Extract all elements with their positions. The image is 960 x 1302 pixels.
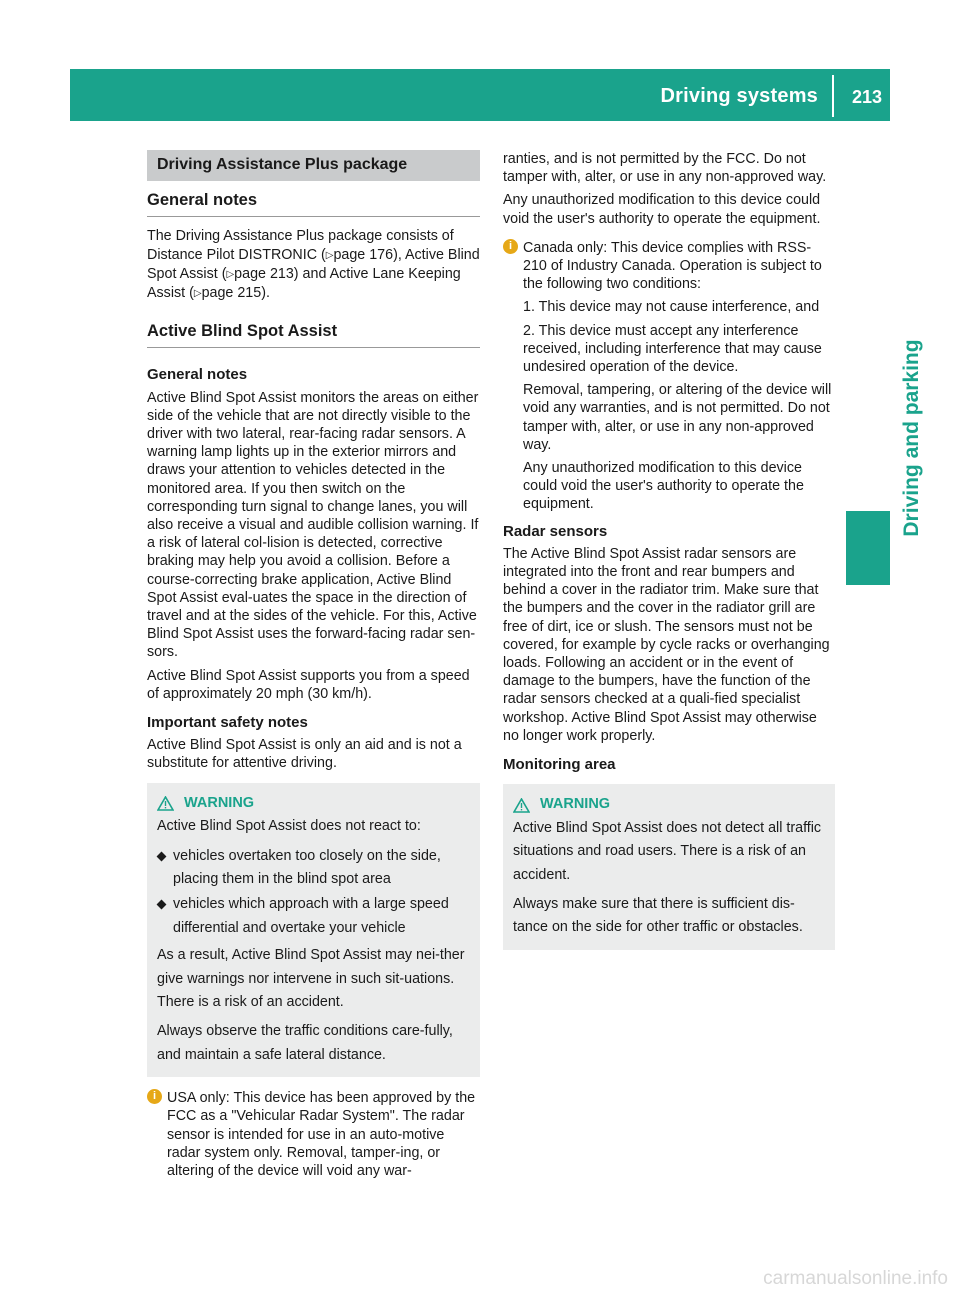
page-ref-arrow-icon: ▷ (325, 249, 334, 261)
left-column (147, 150, 480, 1185)
warning-paragraph: As a result, Active Blind Spot Assist may nei-ther give warnings nor intervene in such sit-uations. There is a risk of an accident. (157, 947, 465, 1010)
warning-triangle-icon (513, 798, 530, 813)
page-ref-link[interactable]: page 176), Active Blind Spot Assist ( (147, 246, 480, 282)
abs-paragraph: Active Blind Spot Assist monitors the areas on either side of the vehicle that are not directly visible to the driver with two lateral, rear-facing radar sensors. A warning lamp lights up in the exterior mirrors and draws your attention to vehicles detected in the monitored area. If you then switch on the corresponding turn signal to change lanes, you will also receive a visual and audible collision warning. If a risk of lateral col-lision is detected, corrective braking may help you avoid a collision. Before a course-correcting brake application, Active Blind Spot Assist eval-uates the space in the direction of travel and at the sides of the vehicle. For this, Active Blind Spot Assist uses the forward-facing radar sen-sors. (147, 389, 479, 661)
watermark: carmanualsonline.info (763, 1268, 948, 1289)
section-banner: Driving Assistance Plus package (147, 150, 480, 181)
info-text: Canada only: This device complies with RSS-210 of Industry Canada. Operation is subject to the following two conditions: (523, 239, 822, 293)
info-icon: i (147, 1089, 162, 1104)
list-item: vehicles overtaken too closely on the side, placing them in the blind spot area (157, 845, 470, 892)
warning-paragraph: Active Blind Spot Assist does not detect all traffic situations and road users. There is a risk of an accident. (513, 819, 822, 883)
radar-paragraph: The Active Blind Spot Assist radar sensors are integrated into the front and rear bumpers and behind a cover in the radiator trim. Make sure that the bumpers and the cover in the radiator grill are free of dirt, ice or slush. The sensors must not be covered, for example by cycle racks or overhanging loads. Following an accident or in the event of damage to the bumpers, have the function of the radar sensors checked at a quali-fied specialist workshop. Active Blind Spot Assist may otherwise no longer work properly. (503, 545, 830, 744)
info-text: Removal, tampering, or altering of the device will void any warranties, and is not permitted. Do not tamper with, alter, or use in any non-approved way. (523, 382, 832, 453)
header-divider (832, 75, 834, 117)
page-ref-arrow-icon: ▷ (193, 288, 202, 300)
warning-list (157, 845, 470, 941)
info-note-canada (503, 239, 835, 514)
radar-heading: Radar sensors (503, 522, 608, 540)
page-ref-link[interactable]: page 215). (201, 285, 270, 302)
info-text: Any unauthorized modification to this device could void the user's authority to operate the equipment. (523, 460, 804, 513)
general-notes-heading: General notes (147, 191, 480, 217)
continued-paragraph: Any unauthorized modification to this device could void the user's authority to operate the equipment. (503, 192, 821, 227)
abs-heading: Active Blind Spot Assist (147, 322, 480, 348)
safety-paragraph: Active Blind Spot Assist is only an aid and is not a substitute for attentive driving. (147, 737, 462, 772)
side-tab-marker (846, 511, 890, 585)
abs-speed-paragraph: Active Blind Spot Assist supports you from a speed of approximately 20 mph (30 km/h). (147, 667, 470, 702)
monitoring-heading: Monitoring area (503, 756, 616, 774)
warning-box (503, 784, 835, 949)
page-number: 213 (851, 87, 882, 107)
info-text: 2. This device must accept any interference received, including interference that may cause undesired operation of the device. (523, 322, 822, 376)
info-text: USA only: This device has been approved by the FCC as a "Vehicular Radar System". The radar sensor is intended for use in an auto-motive radar system only. Removal, tamper-ing, or altering of the device will void any war- (167, 1090, 476, 1179)
continued-paragraph: ranties, and is not permitted by the FCC. Do not tamper with, alter, or use in any non-approved way. (503, 151, 827, 186)
page-ref-arrow-icon: ▷ (226, 268, 235, 280)
warning-label: WARNING (184, 794, 255, 811)
abs-general-heading: General notes (147, 366, 248, 384)
general-notes-text: The Driving Assistance Plus package consists of Distance Pilot DISTRONIC (▷page 176), Active Blind Spot Assist (▷page 213) and Active Lane Keeping Assist (▷page 215). (147, 228, 480, 302)
warning-intro: Active Blind Spot Assist does not react to: (157, 818, 421, 835)
section-title: Driving systems (660, 85, 818, 107)
header-bar (70, 69, 890, 121)
safety-heading: Important safety notes (147, 714, 308, 732)
warning-triangle-icon (157, 796, 174, 811)
warning-header (513, 793, 825, 816)
page-ref-link[interactable]: page 213) and Active Lane Keeping Assist ( (147, 265, 461, 302)
list-item: vehicles which approach with a large speed differential and overtake your vehicle (157, 893, 470, 940)
warning-paragraph: Always observe the traffic conditions care-fully, and maintain a safe lateral distance. (157, 1023, 453, 1063)
warning-label: WARNING (540, 796, 611, 813)
warning-header (157, 792, 470, 815)
info-text: 1. This device may not cause interference, and (523, 299, 820, 316)
warning-box (147, 783, 480, 1077)
warning-paragraph: Always make sure that there is sufficient dis-tance on the side for other traffic or obstacles. (513, 895, 803, 936)
info-icon: i (503, 239, 518, 254)
info-note-usa (147, 1089, 480, 1180)
side-tab-label: Driving and parking (900, 339, 923, 537)
right-column (503, 150, 835, 962)
